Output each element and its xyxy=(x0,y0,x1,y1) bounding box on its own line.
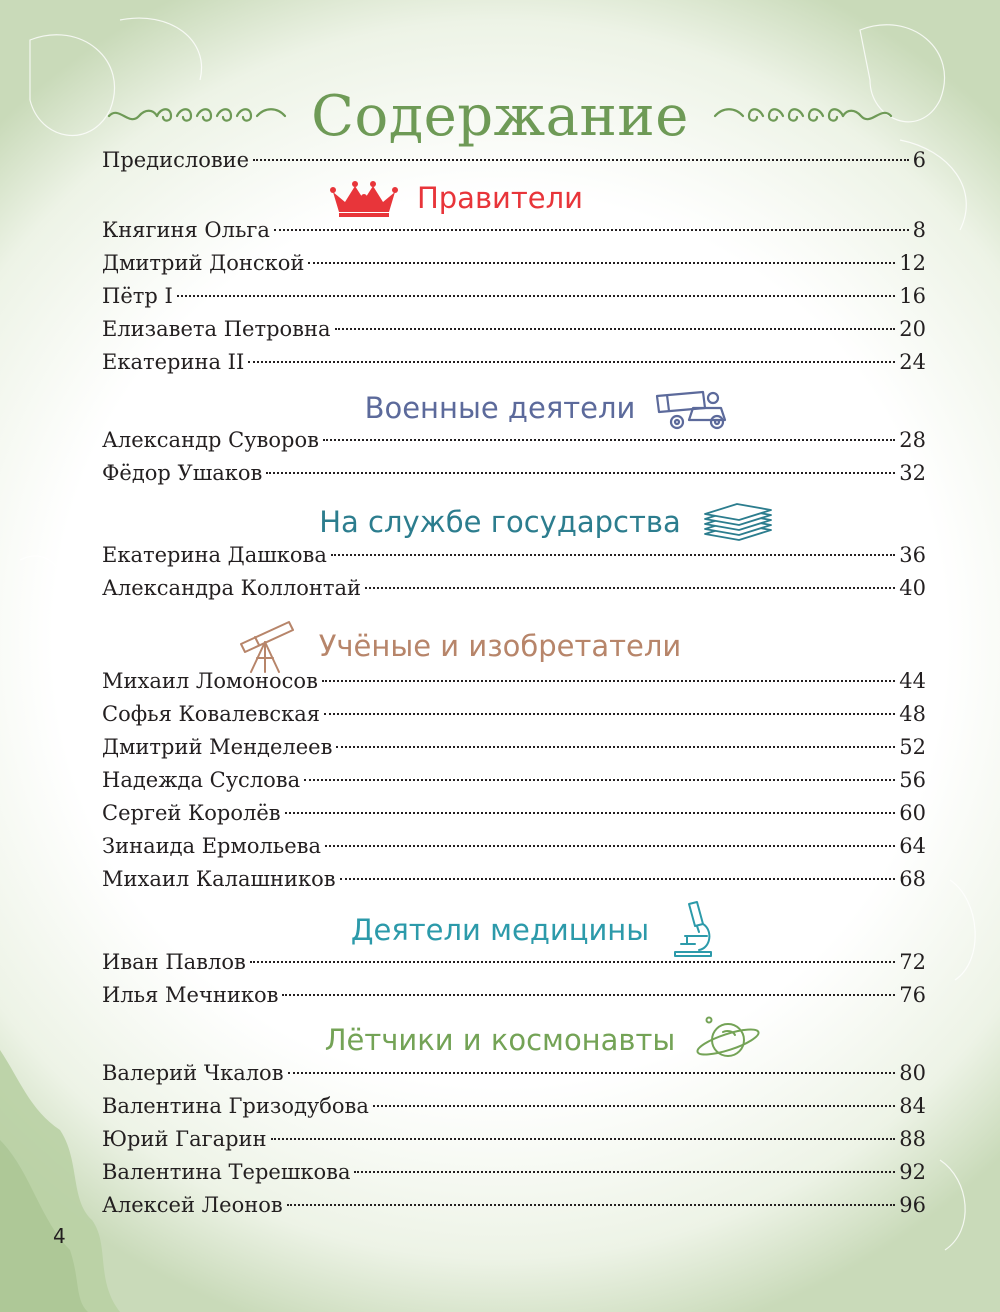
entry-name: Екатерина II xyxy=(102,350,245,374)
toc-entry[interactable] xyxy=(102,216,926,244)
toc-entry[interactable] xyxy=(102,733,926,761)
entry-name: Валентина Гризодубова xyxy=(102,1094,369,1118)
toc-entry[interactable] xyxy=(102,799,926,827)
section-title-pilots: Лётчики и космонавты xyxy=(324,1023,676,1057)
right-flourish-icon xyxy=(713,101,893,131)
toc-entry[interactable] xyxy=(102,1059,926,1087)
toc-entry[interactable] xyxy=(102,426,926,454)
entry-name: Дмитрий Менделеев xyxy=(102,735,333,759)
entry-page: 92 xyxy=(899,1160,926,1184)
dot-leader xyxy=(287,1204,896,1206)
entry-name: Надежда Суслова xyxy=(102,768,301,792)
entry-page: 48 xyxy=(899,702,926,726)
entry-page: 8 xyxy=(912,218,926,242)
toc-entry[interactable] xyxy=(102,459,926,487)
entry-page: 84 xyxy=(899,1094,926,1118)
cannon-icon xyxy=(653,386,733,430)
entry-page: 32 xyxy=(899,461,926,485)
entry-name: Михаил Ломоносов xyxy=(102,669,318,693)
dot-leader xyxy=(331,554,895,556)
paper-stack-icon xyxy=(699,500,775,544)
toc-entry[interactable] xyxy=(102,282,926,310)
entry-page: 40 xyxy=(899,576,926,600)
entry-name: Сергей Королёв xyxy=(102,801,281,825)
dot-leader xyxy=(282,994,895,996)
toc-entry[interactable] xyxy=(102,981,926,1009)
left-flourish-icon xyxy=(107,101,287,131)
entry-page: 80 xyxy=(899,1061,926,1085)
entry-page: 60 xyxy=(899,801,926,825)
dot-leader xyxy=(266,472,895,474)
section-title-rulers: Правители xyxy=(416,181,584,215)
entry-page: 36 xyxy=(899,543,926,567)
dot-leader xyxy=(274,229,909,231)
toc-entry[interactable] xyxy=(102,766,926,794)
dot-leader xyxy=(304,779,895,781)
entry-name: Алексей Леонов xyxy=(102,1193,283,1217)
entry-page: 44 xyxy=(899,669,926,693)
entry-name: Княгиня Ольга xyxy=(102,218,270,242)
entry-page: 72 xyxy=(899,950,926,974)
toc-entry[interactable] xyxy=(102,865,926,893)
entry-name: Екатерина Дашкова xyxy=(102,543,327,567)
toc-entry[interactable] xyxy=(102,832,926,860)
crown-icon xyxy=(329,176,399,220)
dot-leader xyxy=(288,1072,896,1074)
entry-name: Зинаида Ермольева xyxy=(102,834,322,858)
entry-name: Пётр I xyxy=(102,284,173,308)
dot-leader xyxy=(248,361,895,363)
toc-entry[interactable] xyxy=(102,541,926,569)
entry-name: Елизавета Петровна xyxy=(102,317,331,341)
toc-entry[interactable] xyxy=(102,667,926,695)
toc-entry[interactable] xyxy=(102,574,926,602)
section-title-medicine: Деятели медицины xyxy=(350,913,650,947)
toc-entry[interactable] xyxy=(102,700,926,728)
entry-name: Александра Коллонтай xyxy=(102,576,361,600)
dot-leader xyxy=(340,878,896,880)
entry-page: 16 xyxy=(899,284,926,308)
dot-leader xyxy=(373,1105,895,1107)
entry-name: Юрий Гагарин xyxy=(102,1127,267,1151)
section-title-military: Военные деятели xyxy=(364,391,636,425)
toc-entry[interactable] xyxy=(102,1125,926,1153)
entry-name: Александр Суворов xyxy=(102,428,319,452)
entry-name: Илья Мечников xyxy=(102,983,279,1007)
section-scientists xyxy=(0,618,1000,674)
telescope-icon xyxy=(231,618,301,674)
entry-name: Михаил Калашников xyxy=(102,867,336,891)
dot-leader xyxy=(322,680,895,682)
dot-leader xyxy=(354,1171,895,1173)
entry-name: Предисловие xyxy=(102,148,250,172)
dot-leader xyxy=(177,295,895,297)
dot-leader xyxy=(250,961,895,963)
dot-leader xyxy=(308,262,895,264)
entry-page: 6 xyxy=(912,148,926,172)
entry-page: 20 xyxy=(899,317,926,341)
title-row xyxy=(0,76,1000,156)
toc-entry[interactable] xyxy=(102,315,926,343)
toc-entry[interactable] xyxy=(102,249,926,277)
toc-entry[interactable] xyxy=(102,348,926,376)
entry-name: Иван Павлов xyxy=(102,950,246,974)
dot-leader xyxy=(335,328,896,330)
dot-leader xyxy=(324,713,895,715)
section-title-scientists: Учёные и изобретатели xyxy=(318,629,682,663)
entry-page: 64 xyxy=(899,834,926,858)
section-title-state: На службе государства xyxy=(319,505,681,539)
page-number: 4 xyxy=(53,1224,66,1248)
toc-entry[interactable] xyxy=(102,948,926,976)
entry-name: Валерий Чкалов xyxy=(102,1061,284,1085)
dot-leader xyxy=(336,746,895,748)
dot-leader xyxy=(325,845,895,847)
entry-name: Софья Ковалевская xyxy=(102,702,320,726)
dot-leader xyxy=(323,439,895,441)
entry-page: 76 xyxy=(899,983,926,1007)
section-military xyxy=(0,386,1000,430)
dot-leader xyxy=(271,1138,896,1140)
section-state xyxy=(0,500,1000,544)
entry-page: 28 xyxy=(899,428,926,452)
toc-entry[interactable] xyxy=(102,1158,926,1186)
toc-entry-preface[interactable] xyxy=(102,146,926,174)
toc-entry[interactable] xyxy=(102,1092,926,1120)
entry-name: Валентина Терешкова xyxy=(102,1160,351,1184)
entry-page: 12 xyxy=(899,251,926,275)
toc-entry[interactable] xyxy=(102,1191,926,1219)
entry-page: 52 xyxy=(899,735,926,759)
section-rulers xyxy=(0,176,1000,220)
entry-name: Дмитрий Донской xyxy=(102,251,305,275)
entry-page: 24 xyxy=(899,350,926,374)
entry-page: 56 xyxy=(899,768,926,792)
entry-page: 68 xyxy=(899,867,926,891)
dot-leader xyxy=(365,587,895,589)
entry-page: 96 xyxy=(899,1193,926,1217)
dot-leader xyxy=(285,812,896,814)
entry-name: Фёдор Ушаков xyxy=(102,461,263,485)
entry-page: 88 xyxy=(899,1127,926,1151)
page-title: Содержание xyxy=(311,83,689,149)
dot-leader xyxy=(253,159,909,161)
